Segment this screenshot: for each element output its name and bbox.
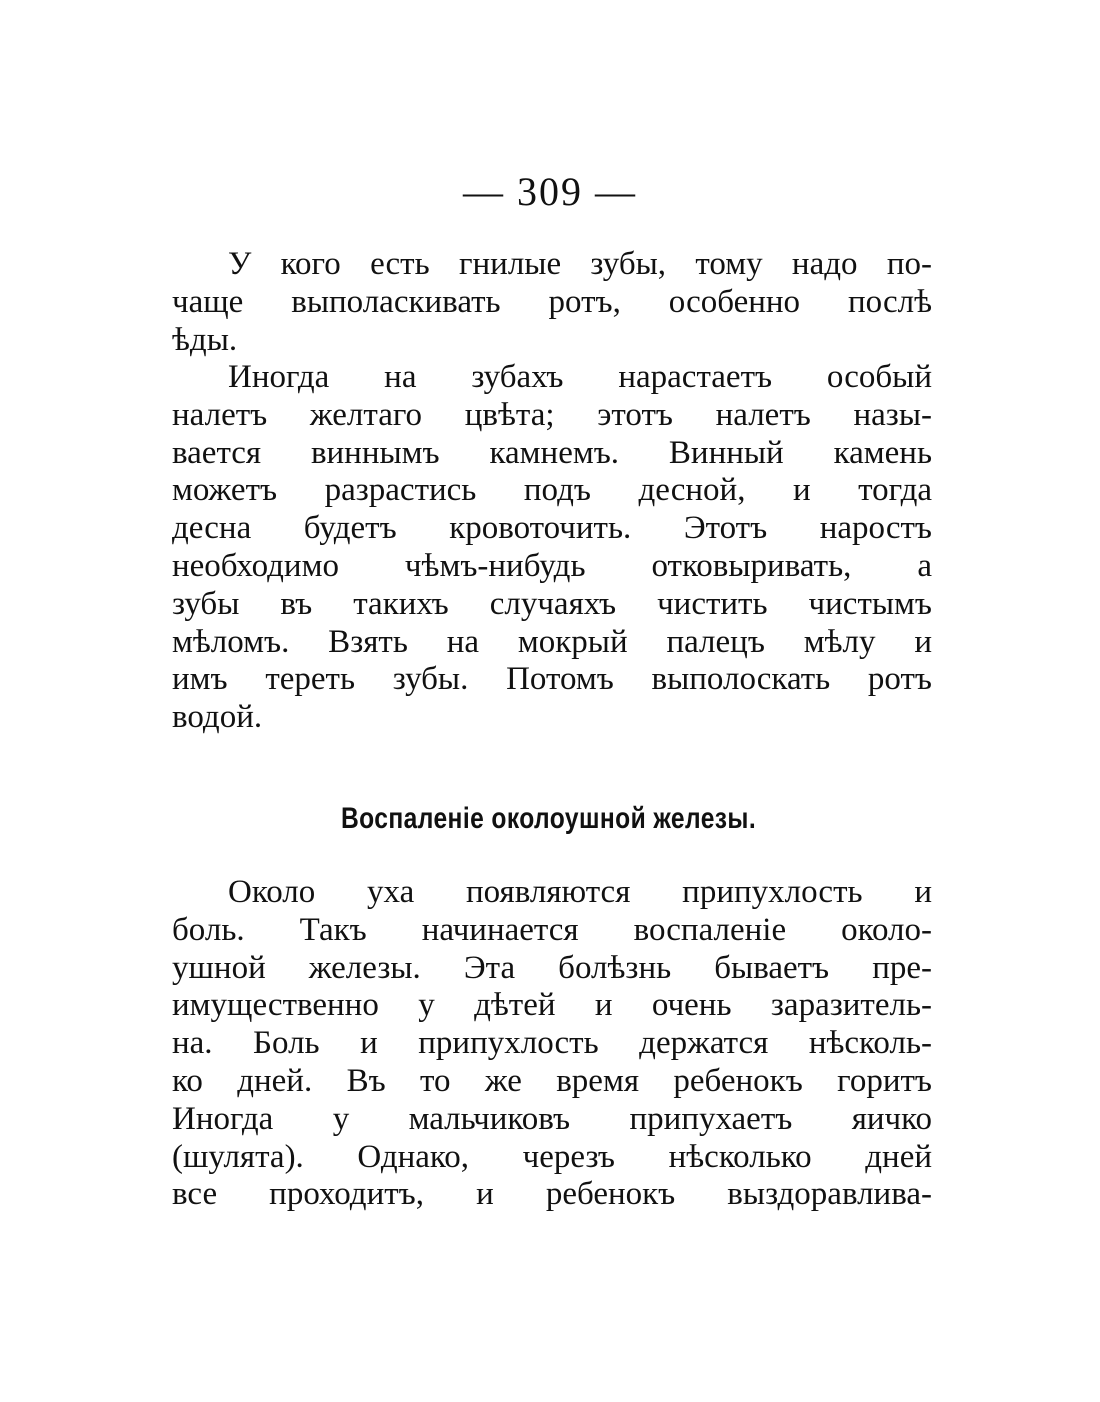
text-line: необходимо чѣмъ-нибудь отковыривать, а bbox=[172, 547, 932, 584]
text-line: водой. bbox=[172, 699, 263, 736]
text-line: Иногда на зубахъ нарастаетъ особый bbox=[228, 359, 932, 395]
text-line: боль. Такъ начинается воспаленіе около- bbox=[172, 911, 932, 948]
text-line: ушной железы. Эта болѣзнь бываетъ пре- bbox=[172, 949, 932, 986]
text-line: вается виннымъ камнемъ. Винный камень bbox=[172, 434, 932, 471]
page-number: — 309 — bbox=[463, 169, 637, 214]
text-line: можетъ разрастись подъ десной, и тогда bbox=[172, 472, 932, 509]
paragraph-parotitis bbox=[172, 874, 932, 1214]
text-line: десна будетъ кровоточить. Этотъ наростъ bbox=[172, 510, 932, 547]
text-line: (шулята). Однако, черезъ нѣсколько дней bbox=[172, 1138, 932, 1175]
text-line: имущественно у дѣтей и очень заразитель- bbox=[172, 987, 932, 1024]
paragraph-tartar bbox=[172, 359, 932, 737]
text-line: на. Боль и припухлость держатся нѣсколь- bbox=[172, 1025, 932, 1062]
text-line: чаще выполаскивать ротъ, особенно послѣ bbox=[172, 283, 932, 320]
text-line: ко дней. Въ то же время ребенокъ горитъ bbox=[172, 1062, 932, 1099]
text-line: ѣды. bbox=[172, 321, 238, 358]
paragraph-rotten-teeth bbox=[172, 246, 932, 359]
text-line: имъ тереть зубы. Потомъ выполоскать ротъ bbox=[172, 661, 932, 698]
text-line: все проходитъ, и ребенокъ выздоравлива- bbox=[172, 1176, 932, 1213]
text-line: У кого есть гнилые зубы, тому надо по- bbox=[228, 246, 932, 282]
section-heading: Воспаленіе околоушной железы. bbox=[341, 802, 757, 835]
text-line: Около уха появляются припухлость и bbox=[228, 874, 932, 910]
text-line: зубы въ такихъ случаяхъ чистить чистымъ bbox=[172, 585, 932, 622]
text-line: налетъ желтаго цвѣта; этотъ налетъ назы- bbox=[172, 396, 932, 433]
text-line: Иногда у мальчиковъ припухаетъ яичко bbox=[172, 1100, 932, 1137]
text-line: мѣломъ. Взять на мокрый палецъ мѣлу и bbox=[172, 623, 932, 660]
